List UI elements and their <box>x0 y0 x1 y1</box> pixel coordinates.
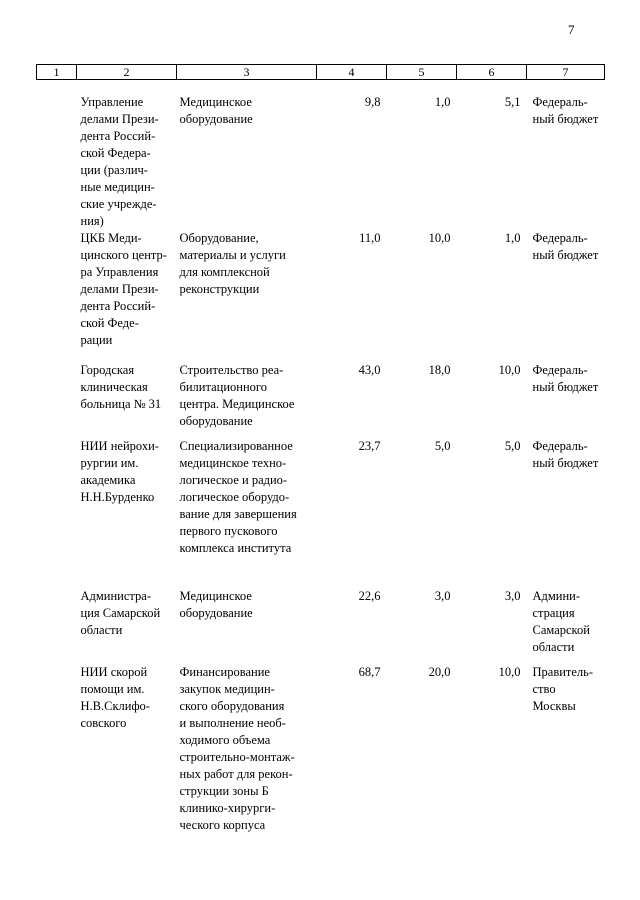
description-cell-line: билитационного <box>179 380 267 394</box>
funding-source-cell <box>527 362 605 438</box>
header-row <box>37 65 605 80</box>
funding-source-cell <box>527 588 605 664</box>
description-cell-line: вание для завершения <box>179 507 297 521</box>
organization-cell-line: академика <box>80 473 136 487</box>
organization-cell <box>77 230 177 362</box>
table-row <box>37 438 605 588</box>
value-col5-cell: 10,0 <box>428 231 451 245</box>
description-cell-line: ского оборудования <box>179 699 285 713</box>
funding-source-cell <box>527 230 605 362</box>
description-cell-line: Медицинское <box>179 95 252 109</box>
funding-source-cell <box>527 80 605 231</box>
description-cell-line: закупок медицин- <box>179 682 275 696</box>
description-cell-line: реконструкции <box>179 282 260 296</box>
column-header-1: 1 <box>37 65 77 80</box>
organization-cell-line: ской Федера- <box>80 146 151 160</box>
table-row <box>37 230 605 362</box>
value-col4-cell: 22,6 <box>358 589 381 603</box>
funding-source-cell-line: ный бюджет <box>532 112 599 126</box>
column-header-6: 6 <box>457 65 527 80</box>
funding-source-cell-line: Самарской <box>532 623 590 637</box>
organization-cell-line: делами Прези- <box>80 282 159 296</box>
value-col4-cell: 11,0 <box>359 231 381 245</box>
description-cell-line: логическое оборудо- <box>179 490 290 504</box>
description-cell-line: медицинское техно- <box>179 456 287 470</box>
funding-source-cell-line: Федераль- <box>532 231 588 245</box>
table-row <box>37 664 605 834</box>
row-index-cell <box>37 80 77 231</box>
value-col6-cell: 5,0 <box>504 439 521 453</box>
description-cell-line: первого пускового <box>179 524 278 538</box>
value-col5-cell: 3,0 <box>434 589 451 603</box>
organization-cell-line: ра Управления <box>80 265 159 279</box>
funding-source-cell <box>527 664 605 834</box>
description-cell <box>177 664 317 834</box>
value-col5-cell: 5,0 <box>434 439 451 453</box>
description-cell-line: оборудование <box>179 112 253 126</box>
table-row <box>37 588 605 664</box>
description-cell-line: ных работ для рекон- <box>179 767 293 781</box>
description-cell-line: материалы и услуги <box>179 248 286 262</box>
description-cell-line: Медицинское <box>179 589 252 603</box>
column-header-4: 4 <box>317 65 387 80</box>
description-cell <box>177 230 317 362</box>
organization-cell-line: больница № 31 <box>80 397 162 411</box>
organization-cell-line: помощи им. <box>80 682 145 696</box>
row-index-cell <box>37 438 77 588</box>
organization-cell-line: области <box>80 623 123 637</box>
description-cell <box>177 80 317 231</box>
description-cell-line: Специализированное <box>179 439 293 453</box>
description-cell-line: для комплексной <box>179 265 270 279</box>
column-header-5: 5 <box>387 65 457 80</box>
organization-cell-line: НИИ скорой <box>80 665 148 679</box>
funding-source-cell-line: страция <box>532 606 575 620</box>
organization-cell-line: цинского центр- <box>80 248 167 262</box>
organization-cell-line: ции (различ- <box>80 163 148 177</box>
organization-cell-line: Н.Н.Бурденко <box>80 490 155 504</box>
description-cell-line: строительно-монтаж- <box>179 750 295 764</box>
funding-source-cell-line: ный бюджет <box>532 456 599 470</box>
row-index-cell <box>37 362 77 438</box>
funding-source-cell <box>527 438 605 588</box>
value-col6-cell: 10,0 <box>498 363 521 377</box>
funding-table <box>36 64 605 834</box>
description-cell-line: Оборудование, <box>179 231 259 245</box>
organization-cell-line: ские учрежде- <box>80 197 157 211</box>
value-col6-cell: 5,1 <box>504 95 521 109</box>
value-col6-cell: 3,0 <box>504 589 521 603</box>
description-cell-line: комплекса института <box>179 541 292 555</box>
organization-cell-line: НИИ нейрохи- <box>80 439 159 453</box>
funding-source-cell-line: Правитель- <box>532 665 594 679</box>
organization-cell-line: ция Самарской <box>80 606 161 620</box>
value-col5-cell: 18,0 <box>428 363 451 377</box>
organization-cell <box>77 664 177 834</box>
value-col4-cell: 23,7 <box>358 439 381 453</box>
table-row <box>37 80 605 231</box>
organization-cell <box>77 588 177 664</box>
organization-cell-line: Администра- <box>80 589 151 603</box>
organization-cell <box>77 362 177 438</box>
value-col5-cell: 1,0 <box>434 95 451 109</box>
description-cell-line: ческого корпуса <box>179 818 266 832</box>
funding-source-cell-line: ный бюджет <box>532 380 599 394</box>
description-cell <box>177 362 317 438</box>
description-cell-line: логическое и радио- <box>179 473 288 487</box>
organization-cell-line: Н.В.Склифо- <box>80 699 150 713</box>
description-cell-line: клинико-хирурги- <box>179 801 276 815</box>
funding-source-cell-line: области <box>532 640 575 654</box>
organization-cell-line: рации <box>80 333 113 347</box>
organization-cell-line: ской Феде- <box>80 316 139 330</box>
column-header-7: 7 <box>527 65 605 80</box>
value-col4-cell: 9,8 <box>364 95 381 109</box>
funding-source-cell-line: ство <box>532 682 556 696</box>
organization-cell-line: ния) <box>80 214 104 228</box>
row-index-cell <box>37 588 77 664</box>
funding-source-cell-line: Федераль- <box>532 95 588 109</box>
description-cell-line: струкции зоны Б <box>179 784 269 798</box>
value-col4-cell: 43,0 <box>358 363 381 377</box>
value-col5-cell: 20,0 <box>428 665 451 679</box>
funding-source-cell-line: Москвы <box>532 699 576 713</box>
description-cell <box>177 438 317 588</box>
organization-cell-line: Городская <box>80 363 135 377</box>
value-col6-cell: 10,0 <box>498 665 521 679</box>
organization-cell-line: дента Россий- <box>80 129 156 143</box>
description-cell <box>177 588 317 664</box>
page-number: 7 <box>568 22 575 37</box>
description-cell-line: Финансирование <box>179 665 270 679</box>
value-col6-cell: 1,0 <box>504 231 521 245</box>
description-cell-line: и выполнение необ- <box>179 716 286 730</box>
organization-cell <box>77 438 177 588</box>
description-cell-line: оборудование <box>179 606 253 620</box>
organization-cell-line: рургии им. <box>80 456 139 470</box>
description-cell-line: Строительство реа- <box>179 363 284 377</box>
description-cell-line: оборудование <box>179 414 253 428</box>
organization-cell-line: дента Россий- <box>80 299 156 313</box>
funding-source-cell-line: ный бюджет <box>532 248 599 262</box>
organization-cell-line: совского <box>80 716 127 730</box>
funding-source-cell-line: Федераль- <box>532 439 588 453</box>
funding-source-cell-line: Админи- <box>532 589 581 603</box>
table-row <box>37 362 605 438</box>
row-index-cell <box>37 230 77 362</box>
row-index-cell <box>37 664 77 834</box>
funding-source-cell-line: Федераль- <box>532 363 588 377</box>
organization-cell-line: делами Прези- <box>80 112 159 126</box>
description-cell-line: центра. Медицинское <box>179 397 295 411</box>
organization-cell-line: клиническая <box>80 380 148 394</box>
organization-cell-line: Управление <box>80 95 144 109</box>
description-cell-line: ходимого объема <box>179 733 271 747</box>
column-header-3: 3 <box>177 65 317 80</box>
column-header-2: 2 <box>77 65 177 80</box>
organization-cell <box>77 80 177 231</box>
organization-cell-line: ные медицин- <box>80 180 155 194</box>
value-col4-cell: 68,7 <box>358 665 381 679</box>
organization-cell-line: ЦКБ Меди- <box>80 231 142 245</box>
